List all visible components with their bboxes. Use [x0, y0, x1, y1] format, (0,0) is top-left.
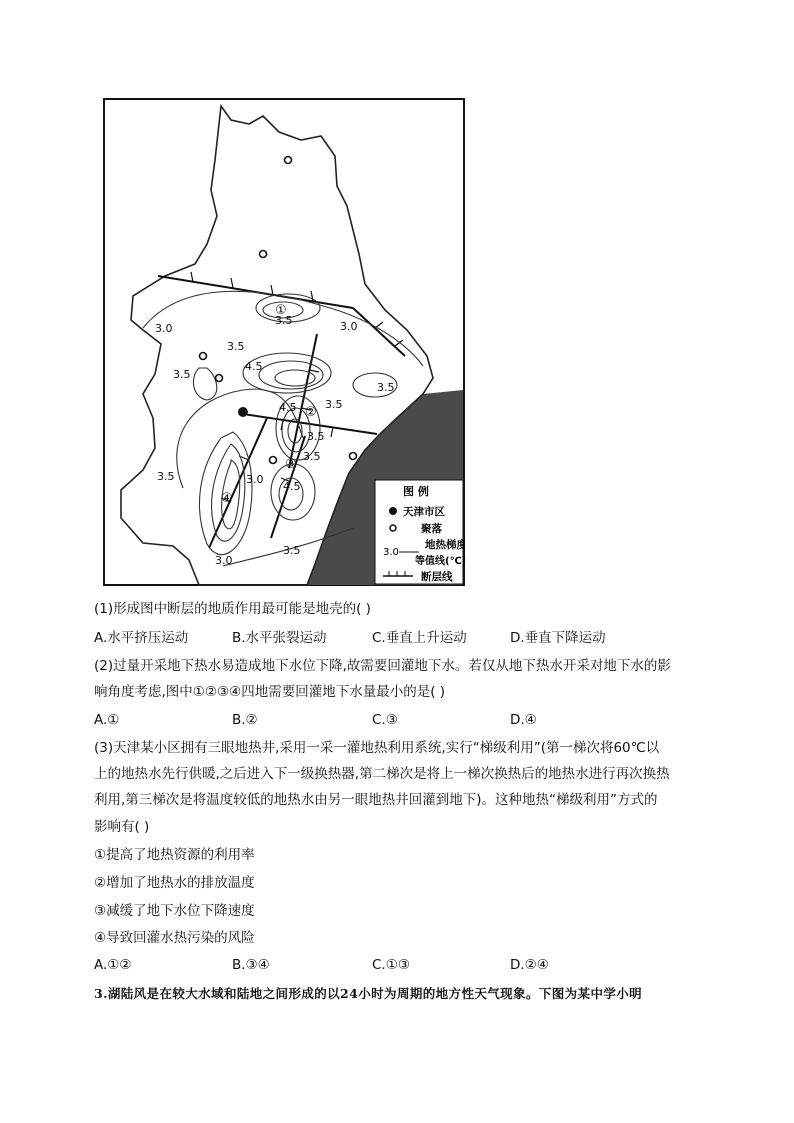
q3-stem-line-2: 上的地热水先行供暖,之后进入下一级换热器,第二梯次是将上一梯次换热后的地热水进行再次换热 [94, 766, 670, 782]
q3-option-a[interactable]: A.①② [94, 957, 132, 973]
contour-label: 3.0 [215, 554, 233, 567]
contour-label: 3.5 [303, 450, 321, 463]
contour-label: 3.5 [227, 340, 245, 353]
contour-label: 3.5 [377, 381, 395, 394]
contour-label: 3.5 [283, 544, 301, 557]
q3-option-d[interactable]: D.②④ [510, 957, 549, 973]
legend-settlement-label: 聚落 [421, 523, 442, 535]
site-label-2: ② [305, 405, 317, 420]
q3-option-c[interactable]: C.①③ [372, 957, 410, 973]
contour-label: 3.5 [157, 470, 175, 483]
legend-title: 图 例 [403, 485, 429, 498]
legend-city-symbol [389, 507, 397, 515]
legend-city-label: 天津市区 [403, 506, 445, 518]
contour-label: 3.5 [173, 368, 191, 381]
q2-option-d[interactable]: D.④ [510, 712, 537, 728]
q1-option-c[interactable]: C.垂直上升运动 [372, 630, 467, 646]
site-label-3: ③ [285, 457, 297, 472]
contour-label: 4.5 [283, 480, 301, 493]
tianjin-city-marker [238, 407, 248, 417]
q1-option-b[interactable]: B.水平张裂运动 [232, 630, 327, 646]
contour-label: 3.5 [325, 398, 343, 411]
q3-option-b[interactable]: B.③④ [232, 957, 270, 973]
q2-option-b[interactable]: B.② [232, 712, 258, 728]
q3-stem-line-4: 影响有( ) [94, 819, 150, 835]
q1-option-a[interactable]: A.水平挤压运动 [94, 630, 189, 646]
q2-option-a[interactable]: A.① [94, 712, 120, 728]
contour-label: 3.5 [307, 430, 325, 443]
contour-label: 3.0 [246, 473, 264, 486]
contour-label: 3.5 [275, 314, 293, 327]
geothermal-map-figure [103, 98, 465, 586]
q3-stem-line-1: (3)天津某小区拥有三眼地热井,采用一采一灌地热利用系统,实行“梯级利用”(第一梯次将60℃以 [94, 740, 660, 756]
contour-label: 4.5 [279, 401, 297, 414]
legend-isoline-label: 等值线(℃) [415, 556, 465, 567]
q3-statement-2: ②增加了地热水的排放温度 [94, 875, 255, 891]
q1-option-d[interactable]: D.垂直下降运动 [510, 630, 606, 646]
site-label-1: ① [275, 303, 287, 318]
legend-gradient-label: 地热梯度 [425, 539, 465, 551]
q2-stem-line-1: (2)过量开采地下热水易造成地下水位下降,故需要回灌地下水。若仅从地下热水开采对地下水的影 [94, 658, 671, 674]
map-svg [103, 98, 465, 586]
q3-statement-4: ④导致回灌水热污染的风险 [94, 930, 255, 946]
legend-sample-value: 3.0 [383, 547, 399, 558]
next-question-stem: 3.湖陆风是在较大水域和陆地之间形成的以24小时为周期的地方性天气现象。下图为某中学小明 [94, 986, 643, 1001]
q3-statement-1: ①提高了地热资源的利用率 [94, 847, 255, 863]
q3-stem-line-3: 利用,第三梯次是将温度较低的地热水由另一眼地热井回灌到地下)。这种地热“梯级利用”方式的 [94, 792, 658, 808]
q3-statement-3: ③减缓了地下水位下降速度 [94, 903, 255, 919]
map-legend [375, 480, 465, 584]
legend-settlement-symbol [390, 525, 396, 531]
legend-fault-label: 断层线 [421, 571, 453, 583]
contour-label: 4.5 [245, 360, 263, 373]
q1-stem: (1)形成图中断层的地质作用最可能是地壳的( ) [94, 601, 371, 617]
q2-stem-line-2: 响角度考虑,图中①②③④四地需要回灌地下水量最小的是( ) [94, 684, 446, 700]
contour-label: 3.0 [340, 320, 358, 333]
site-label-4: ④ [221, 491, 233, 506]
q2-option-c[interactable]: C.③ [372, 712, 398, 728]
contour-label: 3.0 [155, 322, 173, 335]
